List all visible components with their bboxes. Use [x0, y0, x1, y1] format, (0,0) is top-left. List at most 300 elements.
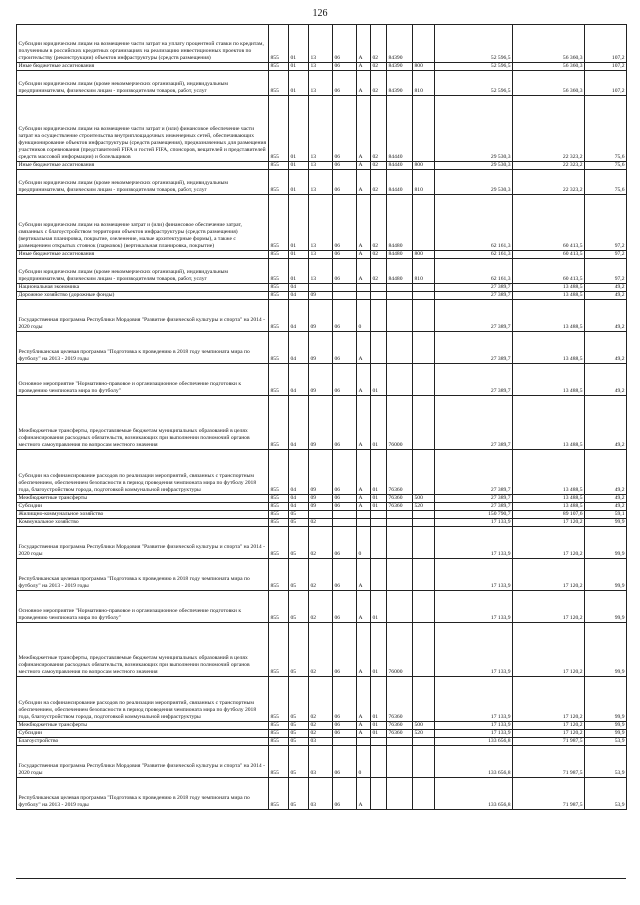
cell-rz: 04: [289, 450, 309, 495]
cell-pr: 09: [309, 332, 333, 364]
cell-vr: [413, 778, 435, 810]
table-row: [17, 25, 627, 63]
cell-percent: 97,2: [585, 195, 627, 251]
cell-name: Субсидии юридическим лицам на возмещение части затрат и (или) финансовое обеспечение части затрат на осуществление строительства внутриплощадочных инженерных сетей, обеспечивающих функционирование объектов инфраструктуры (средств размещения), предназначенных для размещения участников соревнования (представителей FIFA и гостей FIFA, спонсоров, вещателей и представителей средств массовой информации) и болельщиков: [17, 96, 269, 162]
cell-percent: 53,9: [585, 746, 627, 778]
table-row: [17, 450, 627, 495]
cell-fact: 13 488,5: [513, 332, 585, 364]
cell-rz: 05: [289, 730, 309, 738]
cell-csr-event: 01: [371, 730, 387, 738]
cell-rz: 01: [289, 251, 309, 259]
cell-fact: 56 360,3: [513, 25, 585, 63]
cell-csr-code: [387, 527, 413, 559]
cell-name: Республиканская целевая программа "Подготовка к проведению в 2018 году чемпионата мира по футболу" на 2013 - 2019 годы: [17, 778, 269, 810]
cell-csr-program: [333, 511, 357, 519]
table-row: [17, 195, 627, 251]
cell-gr: 855: [269, 738, 289, 746]
cell-gr: 855: [269, 195, 289, 251]
cell-csr-sub: 0: [357, 746, 371, 778]
cell-csr-event: [371, 332, 387, 364]
cell-name: Благоустройство: [17, 738, 269, 746]
cell-csr-program: [333, 284, 357, 292]
cell-vr: 500: [413, 722, 435, 730]
cell-name: Субсидии юридическим лицам (кроме некоммерческих организаций), индивидуальным предпринимателям, физическим лицам - производителям товаров, работ, услуг: [17, 259, 269, 284]
cell-csr-program: 06: [333, 162, 357, 170]
cell-csr-program: 06: [333, 778, 357, 810]
cell-csr-event: [371, 527, 387, 559]
cell-vr: [413, 284, 435, 292]
cell-percent: 49,2: [585, 292, 627, 300]
cell-pr: 02: [309, 623, 333, 677]
cell-rz: 05: [289, 519, 309, 527]
cell-percent: 107,2: [585, 63, 627, 71]
cell-plan: 29 530,3: [435, 170, 513, 195]
cell-vr: 800: [413, 162, 435, 170]
cell-csr-code: [387, 591, 413, 623]
cell-fact: 56 360,3: [513, 63, 585, 71]
cell-csr-code: 76360: [387, 677, 413, 722]
cell-rz: 04: [289, 284, 309, 292]
table-bottom-border: [16, 878, 626, 879]
cell-vr: [413, 364, 435, 396]
cell-fact: 89 107,6: [513, 511, 585, 519]
cell-csr-event: [371, 284, 387, 292]
cell-name: Государственная программа Республики Мордовия "Развитие физической культуры и спорта" на 2014 - 2020 годы: [17, 527, 269, 559]
cell-plan: 133 656,8: [435, 738, 513, 746]
cell-percent: 75,6: [585, 170, 627, 195]
cell-csr-code: [387, 332, 413, 364]
cell-pr: 02: [309, 559, 333, 591]
cell-fact: 13 488,5: [513, 450, 585, 495]
cell-csr-code: 84440: [387, 170, 413, 195]
cell-gr: 855: [269, 722, 289, 730]
cell-csr-event: 01: [371, 364, 387, 396]
cell-fact: 17 120,2: [513, 730, 585, 738]
table-row: [17, 170, 627, 195]
cell-csr-event: 01: [371, 591, 387, 623]
cell-gr: 855: [269, 677, 289, 722]
cell-csr-sub: А: [357, 396, 371, 450]
cell-rz: 04: [289, 364, 309, 396]
cell-pr: 03: [309, 778, 333, 810]
cell-percent: 49,2: [585, 332, 627, 364]
cell-rz: 05: [289, 746, 309, 778]
cell-pr: 13: [309, 170, 333, 195]
cell-gr: 855: [269, 170, 289, 195]
cell-rz: 01: [289, 195, 309, 251]
cell-rz: 05: [289, 677, 309, 722]
cell-csr-sub: А: [357, 450, 371, 495]
cell-csr-program: 06: [333, 71, 357, 96]
cell-pr: 09: [309, 450, 333, 495]
cell-rz: 05: [289, 591, 309, 623]
cell-name: Дорожное хозяйство (дорожные фонды): [17, 292, 269, 300]
cell-pr: 13: [309, 71, 333, 96]
cell-vr: 800: [413, 251, 435, 259]
cell-pr: 09: [309, 292, 333, 300]
cell-csr-program: 06: [333, 364, 357, 396]
cell-name: Субсидии юридическим лицам (кроме некоммерческих организаций), индивидуальным предпринимателям, физическим лицам - производителям товаров, работ, услуг: [17, 71, 269, 96]
cell-gr: 855: [269, 519, 289, 527]
cell-pr: 02: [309, 527, 333, 559]
cell-csr-code: 84480: [387, 251, 413, 259]
cell-pr: 02: [309, 677, 333, 722]
cell-csr-program: 06: [333, 259, 357, 284]
cell-csr-event: [371, 559, 387, 591]
cell-csr-program: 06: [333, 25, 357, 63]
cell-csr-event: 01: [371, 450, 387, 495]
cell-csr-code: 84480: [387, 259, 413, 284]
cell-percent: 49,2: [585, 396, 627, 450]
cell-fact: 17 120,2: [513, 559, 585, 591]
cell-rz: 01: [289, 71, 309, 96]
cell-gr: 855: [269, 591, 289, 623]
cell-csr-sub: [357, 519, 371, 527]
cell-csr-event: [371, 300, 387, 332]
cell-vr: [413, 677, 435, 722]
cell-fact: 22 323,2: [513, 96, 585, 162]
cell-gr: 855: [269, 778, 289, 810]
cell-csr-sub: А: [357, 259, 371, 284]
cell-csr-sub: А: [357, 364, 371, 396]
cell-csr-program: 06: [333, 63, 357, 71]
cell-pr: 13: [309, 96, 333, 162]
cell-rz: 05: [289, 511, 309, 519]
cell-csr-sub: А: [357, 96, 371, 162]
cell-rz: 04: [289, 503, 309, 511]
cell-name: Государственная программа Республики Мордовия "Развитие физической культуры и спорта" на 2014 - 2020 годы: [17, 300, 269, 332]
cell-vr: [413, 450, 435, 495]
cell-csr-code: 84480: [387, 195, 413, 251]
cell-csr-event: [371, 778, 387, 810]
cell-csr-sub: А: [357, 722, 371, 730]
cell-percent: 75,6: [585, 162, 627, 170]
cell-plan: 62 161,3: [435, 195, 513, 251]
table-row: [17, 623, 627, 677]
table-row: [17, 495, 627, 503]
cell-percent: 49,2: [585, 495, 627, 503]
cell-csr-event: 01: [371, 495, 387, 503]
cell-pr: 09: [309, 396, 333, 450]
cell-rz: 05: [289, 722, 309, 730]
cell-csr-event: 01: [371, 677, 387, 722]
cell-rz: 05: [289, 738, 309, 746]
cell-csr-event: 02: [371, 96, 387, 162]
cell-csr-sub: 0: [357, 300, 371, 332]
cell-csr-program: 06: [333, 495, 357, 503]
cell-plan: 27 389,7: [435, 495, 513, 503]
cell-gr: 855: [269, 292, 289, 300]
cell-pr: 13: [309, 259, 333, 284]
cell-fact: 56 360,3: [513, 71, 585, 96]
cell-plan: 17 133,9: [435, 677, 513, 722]
cell-rz: 04: [289, 292, 309, 300]
cell-plan: 133 656,8: [435, 778, 513, 810]
cell-percent: 99,9: [585, 559, 627, 591]
cell-name: Субсидии: [17, 730, 269, 738]
cell-csr-program: 06: [333, 251, 357, 259]
cell-csr-code: 76360: [387, 503, 413, 511]
cell-csr-program: 06: [333, 96, 357, 162]
cell-pr: 09: [309, 503, 333, 511]
cell-plan: 17 133,9: [435, 623, 513, 677]
table-row: [17, 71, 627, 96]
cell-percent: 49,2: [585, 284, 627, 292]
cell-fact: 13 488,5: [513, 284, 585, 292]
cell-csr-program: 06: [333, 195, 357, 251]
cell-csr-program: [333, 519, 357, 527]
table-row: [17, 519, 627, 527]
table-row: [17, 677, 627, 722]
cell-name: Коммунальное хозяйство: [17, 519, 269, 527]
cell-gr: 855: [269, 559, 289, 591]
cell-csr-sub: А: [357, 195, 371, 251]
cell-fact: 71 987,5: [513, 778, 585, 810]
cell-fact: 71 987,5: [513, 746, 585, 778]
cell-gr: 855: [269, 300, 289, 332]
table-row: [17, 503, 627, 511]
cell-fact: 13 488,5: [513, 396, 585, 450]
cell-gr: 855: [269, 730, 289, 738]
cell-fact: 13 488,5: [513, 495, 585, 503]
cell-csr-event: 01: [371, 623, 387, 677]
table-row: [17, 63, 627, 71]
cell-csr-program: 06: [333, 746, 357, 778]
cell-csr-code: 76000: [387, 623, 413, 677]
cell-percent: 49,2: [585, 364, 627, 396]
table-row: [17, 300, 627, 332]
cell-vr: [413, 746, 435, 778]
cell-percent: 53,9: [585, 738, 627, 746]
cell-vr: [413, 25, 435, 63]
cell-fact: 71 987,5: [513, 738, 585, 746]
table-row: [17, 292, 627, 300]
cell-csr-event: [371, 511, 387, 519]
cell-plan: 27 389,7: [435, 284, 513, 292]
table-body: [17, 25, 627, 810]
page-number: 126: [312, 8, 328, 19]
cell-name: Республиканская целевая программа "Подготовка к проведению в 2018 году чемпионата мира по футболу" на 2013 - 2019 годы: [17, 332, 269, 364]
cell-csr-sub: [357, 738, 371, 746]
cell-csr-event: 02: [371, 25, 387, 63]
cell-pr: 13: [309, 63, 333, 71]
table-row: [17, 284, 627, 292]
cell-csr-event: [371, 519, 387, 527]
cell-plan: 29 530,3: [435, 96, 513, 162]
cell-name: Основное мероприятие "Нормативно-правовое и организационное обеспечение подготовки к проведению чемпионата мира по футболу": [17, 591, 269, 623]
table-row: [17, 162, 627, 170]
cell-percent: 49,2: [585, 300, 627, 332]
cell-pr: 13: [309, 25, 333, 63]
cell-csr-sub: А: [357, 559, 371, 591]
cell-name: Межбюджетные трансферты: [17, 722, 269, 730]
cell-csr-event: [371, 292, 387, 300]
cell-csr-code: [387, 559, 413, 591]
cell-gr: 855: [269, 162, 289, 170]
cell-csr-event: 02: [371, 259, 387, 284]
cell-pr: 09: [309, 495, 333, 503]
cell-plan: 27 389,7: [435, 396, 513, 450]
cell-pr: 03: [309, 738, 333, 746]
cell-csr-code: 76360: [387, 450, 413, 495]
cell-csr-program: [333, 292, 357, 300]
table-row: [17, 251, 627, 259]
cell-csr-program: 06: [333, 730, 357, 738]
cell-gr: 855: [269, 364, 289, 396]
cell-name: Государственная программа Республики Мордовия "Развитие физической культуры и спорта" на 2014 - 2020 годы: [17, 746, 269, 778]
cell-plan: 17 133,9: [435, 527, 513, 559]
cell-csr-program: 06: [333, 677, 357, 722]
cell-plan: 62 161,3: [435, 251, 513, 259]
cell-fact: 17 120,2: [513, 677, 585, 722]
cell-csr-program: 06: [333, 559, 357, 591]
cell-csr-sub: А: [357, 623, 371, 677]
cell-csr-sub: [357, 292, 371, 300]
cell-csr-program: [333, 738, 357, 746]
cell-name: Национальная экономика: [17, 284, 269, 292]
cell-percent: 99,9: [585, 591, 627, 623]
cell-csr-sub: 0: [357, 527, 371, 559]
cell-rz: 04: [289, 332, 309, 364]
cell-rz: 01: [289, 162, 309, 170]
cell-csr-code: 84440: [387, 162, 413, 170]
cell-vr: 500: [413, 495, 435, 503]
cell-rz: 04: [289, 495, 309, 503]
cell-pr: [309, 511, 333, 519]
cell-fact: 13 488,5: [513, 300, 585, 332]
cell-vr: 810: [413, 170, 435, 195]
cell-csr-sub: А: [357, 495, 371, 503]
table-row: [17, 259, 627, 284]
cell-rz: 01: [289, 170, 309, 195]
cell-name: Межбюджетные трансферты, предоставляемые бюджетам муниципальных образований в целях софинансирования расходных обязательств, возникающих при выполнении полномочий органов местного самоуправления по вопросам местного значения: [17, 623, 269, 677]
cell-csr-code: 76000: [387, 396, 413, 450]
cell-csr-sub: А: [357, 591, 371, 623]
table-row: [17, 738, 627, 746]
cell-plan: 62 161,3: [435, 259, 513, 284]
table-row: [17, 511, 627, 519]
cell-gr: 855: [269, 450, 289, 495]
cell-csr-code: [387, 364, 413, 396]
cell-rz: 04: [289, 300, 309, 332]
cell-name: Субсидии юридическим лицам на возмещение затрат и (или) финансовое обеспечение затрат, связанных с благоустройством территории объектов инфраструктуры (средств размещения) (вертикальная планировка, покрытие, озеленение, малые архитектурные формы), а также с размещением открытых стоянок (парковок) (вертикальная планировка, покрытие): [17, 195, 269, 251]
cell-csr-event: [371, 738, 387, 746]
cell-csr-event: 02: [371, 170, 387, 195]
cell-plan: 29 530,3: [435, 162, 513, 170]
cell-csr-program: 06: [333, 623, 357, 677]
cell-csr-sub: [357, 511, 371, 519]
cell-name: Иные бюджетные ассигнования: [17, 251, 269, 259]
cell-csr-sub: А: [357, 25, 371, 63]
cell-vr: [413, 396, 435, 450]
cell-percent: 53,9: [585, 778, 627, 810]
cell-csr-code: 84390: [387, 25, 413, 63]
cell-percent: 99,9: [585, 623, 627, 677]
table-row: [17, 591, 627, 623]
cell-plan: 17 133,9: [435, 730, 513, 738]
cell-csr-sub: А: [357, 251, 371, 259]
cell-percent: 107,2: [585, 25, 627, 63]
cell-name: Субсидии на софинансирование расходов по реализации мероприятий, связанных с транспортным обеспечением, обеспечением безопасности в период проведения чемпионата мира по футболу 2018 года, благоустройством города, подготовкой коммунальной инфраструктуры: [17, 450, 269, 495]
cell-pr: 03: [309, 746, 333, 778]
cell-csr-event: 02: [371, 63, 387, 71]
cell-vr: [413, 292, 435, 300]
cell-plan: 133 656,8: [435, 746, 513, 778]
cell-vr: [413, 591, 435, 623]
table-row: [17, 332, 627, 364]
cell-vr: [413, 511, 435, 519]
cell-csr-code: [387, 511, 413, 519]
cell-csr-sub: [357, 284, 371, 292]
cell-csr-sub: А: [357, 677, 371, 722]
cell-csr-program: 06: [333, 300, 357, 332]
cell-csr-event: 02: [371, 195, 387, 251]
cell-csr-event: 01: [371, 396, 387, 450]
cell-plan: 52 596,5: [435, 71, 513, 96]
cell-pr: 02: [309, 722, 333, 730]
cell-percent: 99,9: [585, 519, 627, 527]
table-row: [17, 730, 627, 738]
cell-fact: 17 120,2: [513, 623, 585, 677]
cell-vr: [413, 519, 435, 527]
cell-vr: 810: [413, 259, 435, 284]
table-row: [17, 778, 627, 810]
cell-fact: 13 488,5: [513, 364, 585, 396]
table-row: [17, 746, 627, 778]
cell-percent: 99,9: [585, 527, 627, 559]
cell-vr: 800: [413, 63, 435, 71]
cell-gr: 855: [269, 63, 289, 71]
cell-fact: 17 120,2: [513, 519, 585, 527]
cell-fact: 17 120,2: [513, 722, 585, 730]
cell-percent: 49,2: [585, 503, 627, 511]
cell-vr: [413, 527, 435, 559]
cell-pr: 02: [309, 591, 333, 623]
table-row: [17, 96, 627, 162]
cell-pr: 13: [309, 162, 333, 170]
cell-plan: 27 389,7: [435, 332, 513, 364]
cell-fact: 60 413,5: [513, 259, 585, 284]
cell-rz: 04: [289, 396, 309, 450]
cell-plan: 52 596,5: [435, 63, 513, 71]
cell-fact: 60 413,5: [513, 195, 585, 251]
cell-rz: 01: [289, 25, 309, 63]
cell-gr: 855: [269, 511, 289, 519]
table-row: [17, 559, 627, 591]
cell-csr-program: 06: [333, 450, 357, 495]
cell-rz: 05: [289, 623, 309, 677]
cell-fact: 13 488,5: [513, 503, 585, 511]
cell-csr-program: 06: [333, 722, 357, 730]
cell-fact: 22 323,2: [513, 170, 585, 195]
cell-pr: 02: [309, 519, 333, 527]
cell-percent: 99,9: [585, 677, 627, 722]
cell-percent: 97,2: [585, 259, 627, 284]
cell-plan: 27 389,7: [435, 292, 513, 300]
cell-csr-sub: А: [357, 71, 371, 96]
cell-percent: 99,9: [585, 722, 627, 730]
cell-rz: 01: [289, 259, 309, 284]
cell-csr-code: [387, 284, 413, 292]
cell-gr: 855: [269, 396, 289, 450]
cell-vr: 810: [413, 71, 435, 96]
cell-plan: 27 389,7: [435, 300, 513, 332]
cell-percent: 59,1: [585, 511, 627, 519]
cell-plan: 150 790,7: [435, 511, 513, 519]
cell-rz: 01: [289, 63, 309, 71]
cell-gr: 855: [269, 746, 289, 778]
cell-gr: 855: [269, 527, 289, 559]
